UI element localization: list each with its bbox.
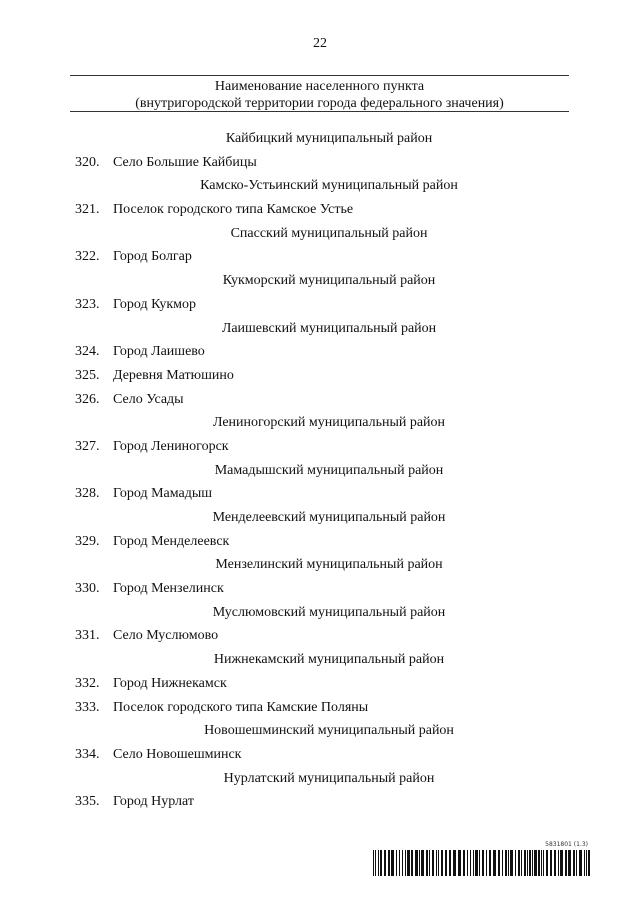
- settlement-row: [0, 245, 640, 269]
- settlement-row: [0, 435, 640, 459]
- district-heading: Мамадышский муниципальный район: [214, 462, 444, 478]
- settlement-number: 332.: [75, 675, 100, 691]
- settlement-name: Деревня Матюшино: [113, 367, 234, 383]
- settlement-row: [0, 624, 640, 648]
- settlement-number: 322.: [75, 249, 100, 265]
- settlement-row: [0, 364, 640, 388]
- settlement-name: Город Мензелинск: [113, 581, 224, 597]
- district-heading: Мензелинский муниципальный район: [215, 557, 443, 573]
- district-heading: Нурлатский муниципальный район: [223, 770, 435, 786]
- page-number: 22: [313, 36, 327, 51]
- settlement-row: [0, 530, 640, 554]
- settlement-number: 327.: [75, 438, 100, 454]
- district-heading: Лениногорский муниципальный район: [212, 415, 446, 431]
- district-heading: Камско-Устьинский муниципальный район: [200, 178, 458, 194]
- district-heading: Лаишевский муниципальный район: [221, 320, 437, 336]
- settlement-number: 325.: [75, 367, 100, 383]
- district-heading: Муслюмовский муниципальный район: [212, 604, 446, 620]
- settlement-name: Город Нурлат: [113, 794, 194, 810]
- table-header-top-rule: [70, 75, 569, 76]
- settlement-number: 335.: [75, 794, 100, 810]
- settlement-name: Село Большие Кайбицы: [113, 154, 257, 170]
- settlement-row: [0, 482, 640, 506]
- district-heading: Новошешминский муниципальный район: [204, 723, 454, 739]
- settlement-name: Город Нижнекамск: [113, 675, 227, 691]
- settlement-name: Город Лениногорск: [113, 438, 229, 454]
- settlement-number: 320.: [75, 154, 100, 170]
- district-heading: Кукморский муниципальный район: [222, 273, 436, 289]
- settlement-name: Поселок городского типа Камские Поляны: [113, 699, 369, 715]
- settlement-number: 333.: [75, 699, 100, 715]
- settlement-number: 330.: [75, 581, 100, 597]
- barcode-label: 5831801 (1.3): [545, 841, 588, 848]
- settlement-row: [0, 577, 640, 601]
- settlement-row: [0, 672, 640, 696]
- settlement-name: Поселок городского типа Камское Устье: [113, 202, 354, 218]
- column-header-line-1: Наименование населенного пункта: [214, 79, 425, 94]
- settlement-name: Город Мамадыш: [113, 486, 213, 502]
- settlement-name: Село Новошешминск: [113, 746, 242, 762]
- settlement-name: Город Лаишево: [113, 344, 205, 360]
- settlement-number: 324.: [75, 344, 100, 360]
- settlement-name: Город Болгар: [113, 249, 192, 265]
- settlement-row: [0, 293, 640, 317]
- settlement-name: Село Муслюмово: [113, 628, 219, 644]
- table-header-bottom-rule: [70, 111, 569, 112]
- settlement-row: [0, 743, 640, 767]
- barcode-icon: [373, 850, 590, 876]
- settlement-number: 331.: [75, 628, 100, 644]
- table-column-header: [70, 78, 569, 112]
- column-header-line-2: (внутригородской территории города федерального значения): [135, 96, 504, 111]
- settlement-number: 326.: [75, 391, 100, 407]
- settlement-row: [0, 198, 640, 222]
- district-heading: Кайбицкий муниципальный район: [225, 131, 433, 146]
- settlement-number: 323.: [75, 296, 100, 312]
- settlement-number: 328.: [75, 486, 100, 502]
- settlement-number: 329.: [75, 533, 100, 549]
- document-barcode: [373, 841, 590, 877]
- settlement-row: [0, 696, 640, 720]
- settlement-name: Село Усады: [113, 391, 184, 407]
- settlement-row: [0, 388, 640, 412]
- settlement-list: [0, 127, 640, 814]
- settlement-name: Город Кукмор: [113, 296, 197, 312]
- settlement-row: [0, 790, 640, 814]
- settlement-row: [0, 151, 640, 175]
- district-heading: Спасский муниципальный район: [230, 225, 428, 241]
- settlement-row: [0, 340, 640, 364]
- settlement-name: Город Менделеевск: [113, 533, 230, 549]
- district-heading: Нижнекамский муниципальный район: [213, 652, 445, 668]
- district-heading: Менделеевский муниципальный район: [212, 510, 446, 525]
- settlement-number: 334.: [75, 746, 100, 762]
- settlement-number: 321.: [75, 202, 100, 218]
